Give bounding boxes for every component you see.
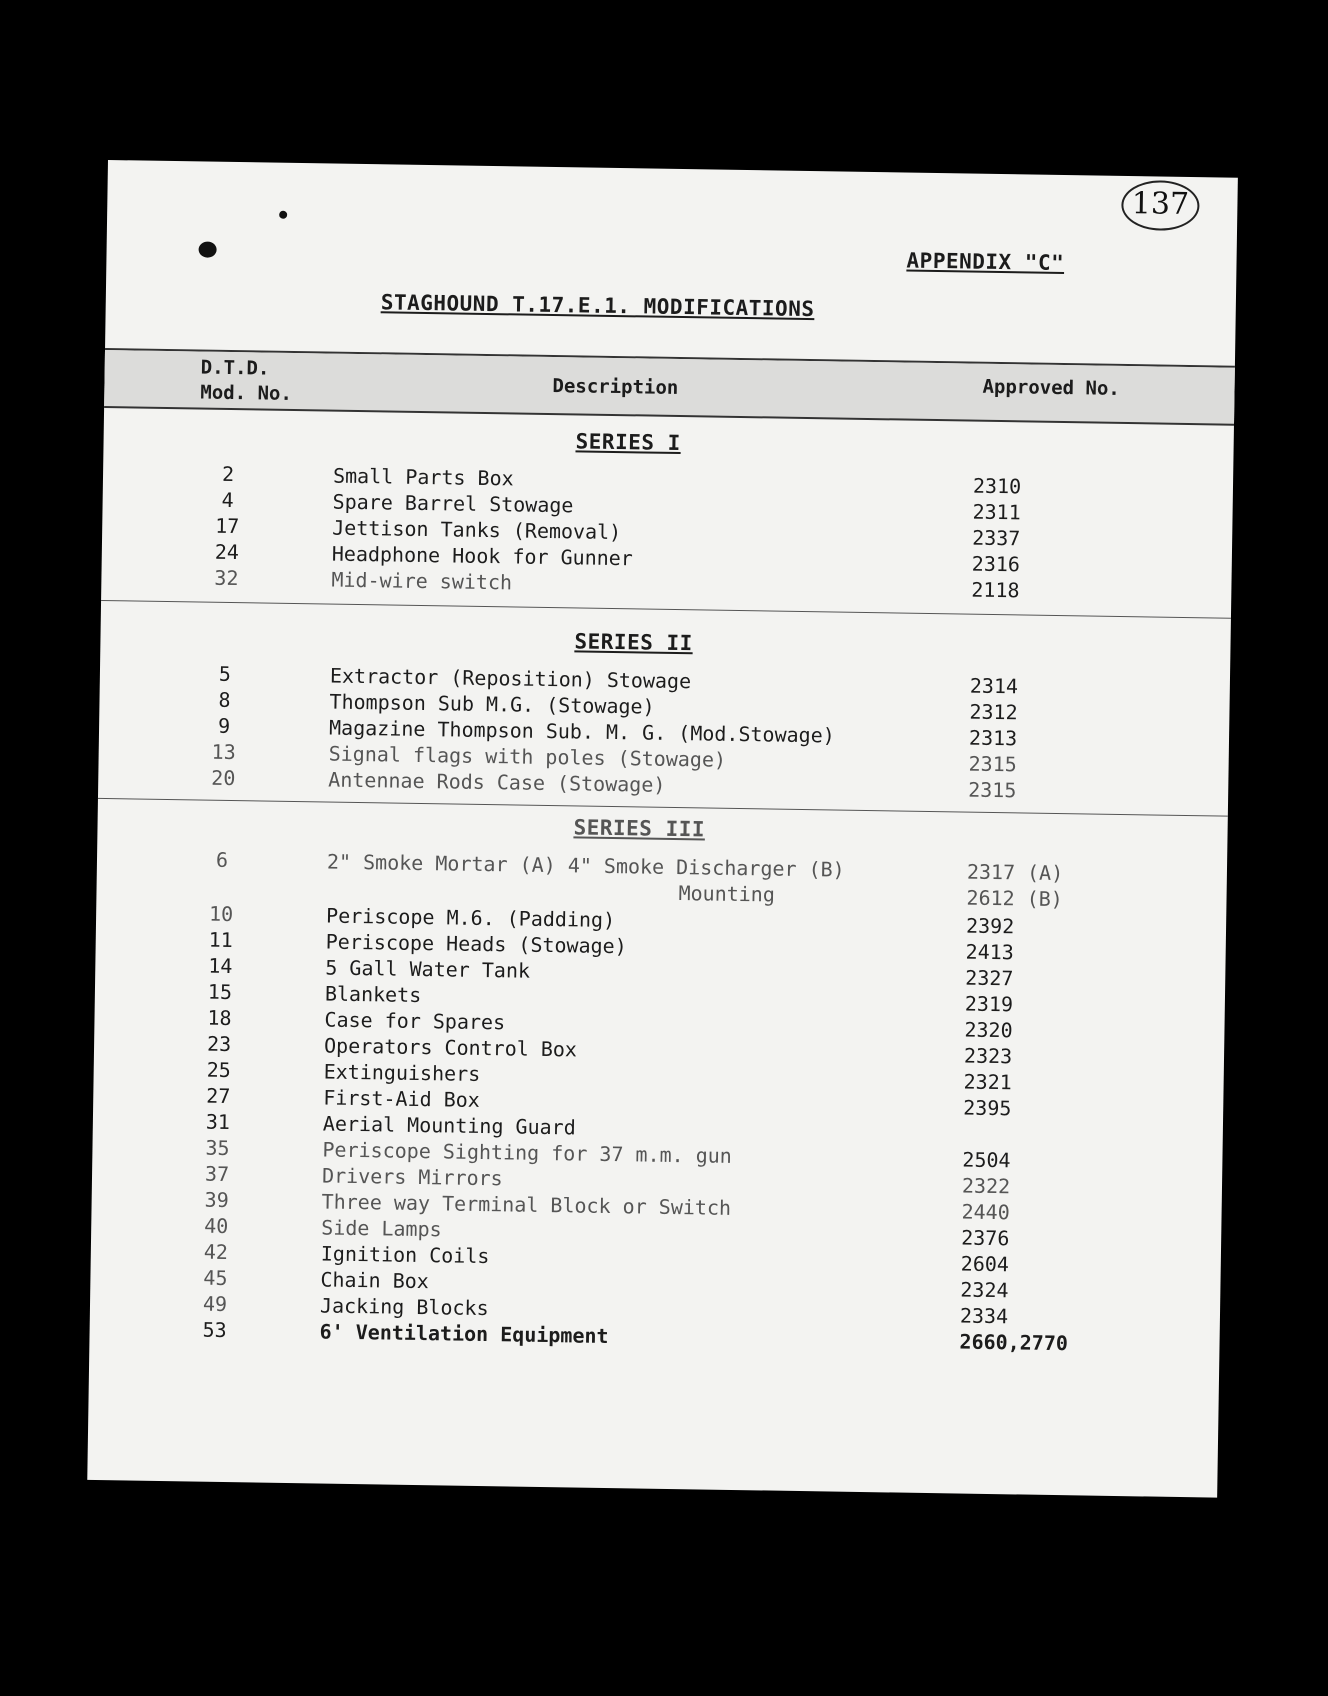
approved-number: 2376 xyxy=(960,1225,1010,1251)
mod-number: 25 xyxy=(206,1057,231,1083)
approved-number: 2327 xyxy=(965,965,1014,991)
approved-number: 2323 xyxy=(963,1043,1013,1069)
mod-number: 14 xyxy=(208,953,233,979)
description: Headphone Hook for Gunner xyxy=(331,541,634,571)
mod-number: 53 xyxy=(202,1317,227,1343)
approved-number: 2604 xyxy=(960,1251,1010,1277)
description: Extinguishers xyxy=(323,1059,481,1086)
column-header-mod-line2: Mod. No. xyxy=(200,381,293,405)
approved-number: 2440 xyxy=(961,1199,1010,1225)
approved-number: 2310 xyxy=(972,473,1022,499)
mod-number: 39 xyxy=(204,1187,229,1213)
approved-number: 2337 xyxy=(971,525,1021,551)
description: Mid-wire switch xyxy=(331,567,513,595)
mod-number: 11 xyxy=(208,927,233,953)
description: 5 Gall Water Tank xyxy=(325,955,531,983)
mod-number: 15 xyxy=(207,979,233,1005)
description: Periscope M.6. (Padding) xyxy=(325,903,616,933)
description: Spare Barrel Stowage xyxy=(332,489,574,518)
mod-number: 2 xyxy=(221,461,235,487)
series-title: SERIES II xyxy=(574,629,693,656)
mod-number: 4 xyxy=(221,487,234,513)
description-continuation: Mounting xyxy=(678,881,776,907)
approved-number: 2313 xyxy=(968,725,1018,751)
mod-number: 37 xyxy=(204,1161,230,1187)
approved-number: 2321 xyxy=(963,1069,1012,1095)
approved-number: 2311 xyxy=(972,499,1021,525)
approved-number: 2504 xyxy=(962,1147,1011,1173)
mod-number: 9 xyxy=(217,713,231,738)
mod-number: 49 xyxy=(202,1291,228,1317)
description: Jacking Blocks xyxy=(319,1293,489,1321)
mod-number: 42 xyxy=(203,1239,229,1265)
approved-number: 2315 xyxy=(968,751,1017,777)
handwritten-page-ref: 137 xyxy=(1121,180,1200,231)
description: Extractor (Reposition) Stowage xyxy=(329,663,692,694)
mod-number: 31 xyxy=(205,1109,231,1135)
mod-number: 35 xyxy=(205,1135,230,1161)
approved-number: 2316 xyxy=(971,551,1021,577)
description: Side Lamps xyxy=(321,1215,442,1242)
mod-number: 32 xyxy=(214,565,239,591)
description: Jettison Tanks (Removal) xyxy=(332,515,622,545)
mod-number: 27 xyxy=(206,1083,231,1109)
mod-number: 17 xyxy=(215,513,240,539)
approved-number: 2395 xyxy=(963,1095,1012,1121)
approved-number: 2317 (A) xyxy=(966,859,1064,886)
approved-number: 2319 xyxy=(964,991,1014,1017)
mod-number: 18 xyxy=(207,1005,232,1031)
mod-number: 5 xyxy=(218,661,232,686)
description: Small Parts Box xyxy=(332,463,514,491)
ink-blot xyxy=(198,241,216,257)
approved-number: 2315 xyxy=(968,777,1017,803)
description: Blankets xyxy=(324,981,422,1008)
document-page xyxy=(87,160,1238,1498)
approved-number: 2312 xyxy=(969,699,1018,725)
appendix-label: APPENDIX "C" xyxy=(906,248,1065,276)
description: Antennae Rods Case (Stowage) xyxy=(328,767,666,797)
description: Aerial Mounting Guard xyxy=(322,1111,576,1140)
approved-number: 2392 xyxy=(965,913,1015,939)
description: Signal flags with poles (Stowage) xyxy=(328,741,727,772)
description: First-Aid Box xyxy=(323,1085,481,1112)
series-title: SERIES III xyxy=(573,815,706,842)
approved-number-continuation: 2612 (B) xyxy=(966,885,1064,912)
mod-number: 24 xyxy=(214,539,240,565)
document-title: STAGHOUND T.17.E.1. MODIFICATIONS xyxy=(380,290,815,322)
description: Periscope Sighting for 37 m.m. gun xyxy=(322,1137,733,1168)
approved-number: 2118 xyxy=(971,577,1020,603)
series-title: SERIES I xyxy=(575,429,681,456)
approved-number: 2660,2770 xyxy=(959,1329,1069,1356)
approved-number: 2314 xyxy=(969,673,1019,699)
mod-number: 20 xyxy=(211,765,236,791)
mod-number: 13 xyxy=(211,739,236,765)
description: 2" Smoke Mortar (A) 4" Smoke Discharger (B) xyxy=(326,849,845,882)
approved-number: 2324 xyxy=(960,1277,1009,1303)
description: Three way Terminal Block or Switch xyxy=(321,1189,732,1220)
description: Magazine Thompson Sub. M. G. (Mod.Stowage) xyxy=(328,715,835,748)
description: Periscope Heads (Stowage) xyxy=(325,929,627,959)
description: Ignition Coils xyxy=(320,1241,490,1269)
approved-number: 2320 xyxy=(964,1017,1013,1043)
description: Chain Box xyxy=(320,1267,429,1294)
mod-number: 45 xyxy=(203,1265,228,1291)
description: Operators Control Box xyxy=(323,1033,578,1062)
description: Thompson Sub M.G. (Stowage) xyxy=(329,689,655,719)
column-header-description: Description xyxy=(552,375,679,399)
approved-number: 2322 xyxy=(961,1173,1011,1199)
mod-number: 6 xyxy=(215,847,229,872)
column-header-mod-no xyxy=(200,355,292,406)
description: Case for Spares xyxy=(324,1007,506,1035)
mod-number: 40 xyxy=(204,1213,229,1239)
approved-number: 2334 xyxy=(959,1303,1009,1329)
approved-number: 2413 xyxy=(965,939,1015,965)
mod-number: 10 xyxy=(208,901,234,927)
description: 6' Ventilation Equipment xyxy=(319,1319,609,1349)
column-header-mod-line1: D.T.D. xyxy=(200,356,270,380)
ink-dot xyxy=(279,211,287,219)
table-row xyxy=(97,846,1227,890)
description: Drivers Mirrors xyxy=(321,1163,503,1191)
mod-number: 8 xyxy=(218,687,231,712)
mod-number: 23 xyxy=(206,1031,232,1057)
column-header-approved-no: Approved No. xyxy=(982,375,1120,400)
